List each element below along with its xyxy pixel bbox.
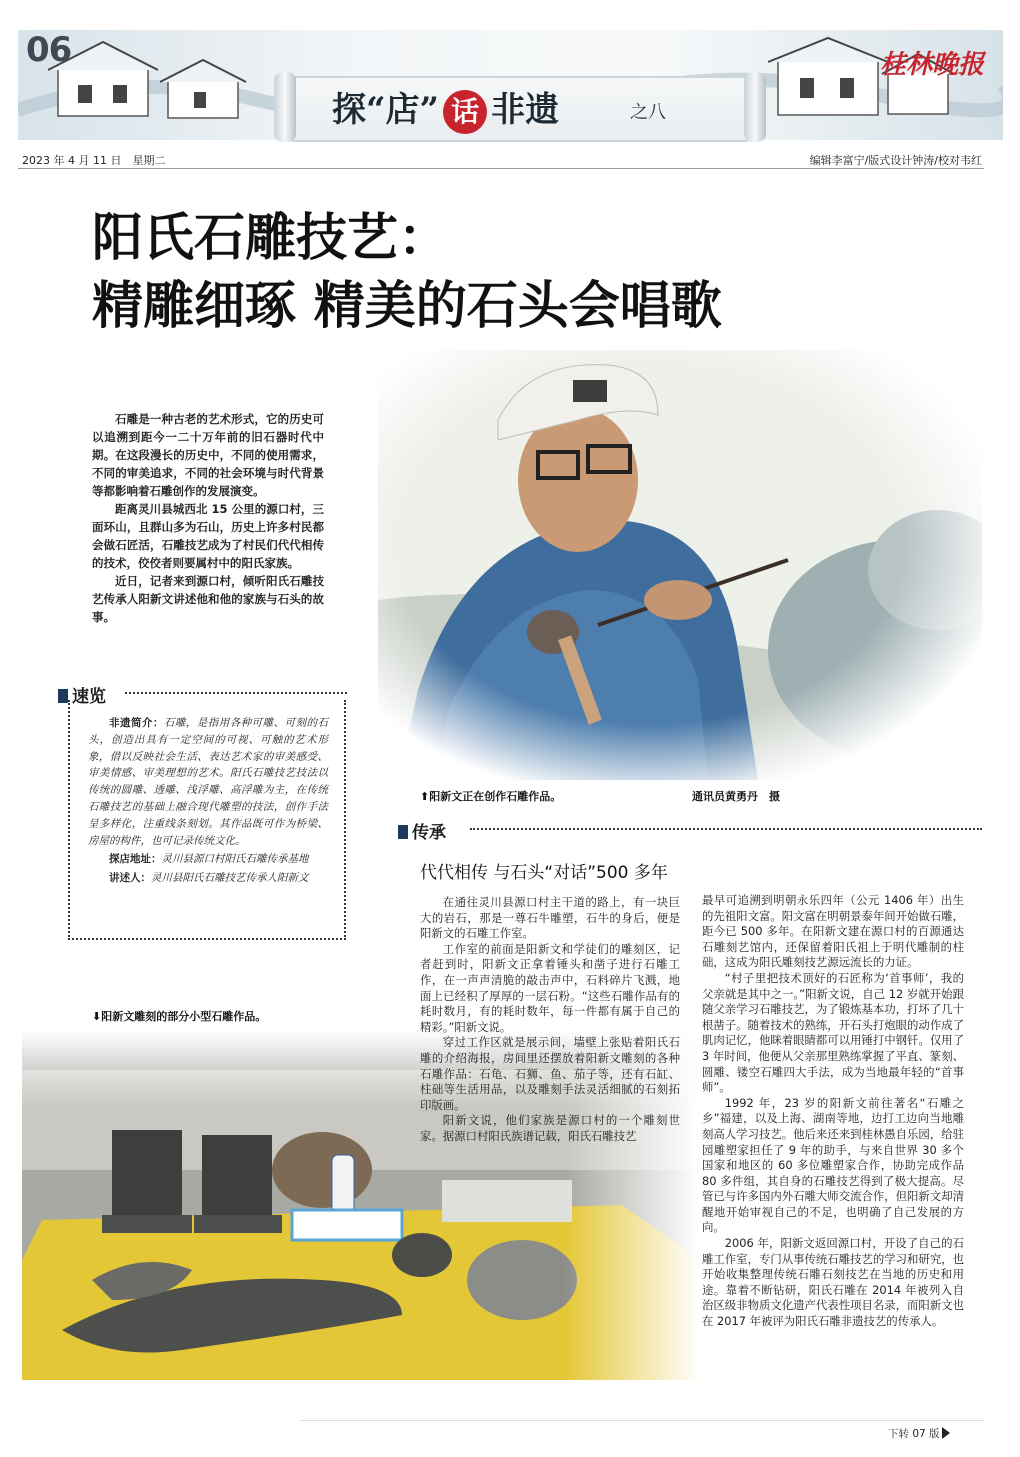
heritage-section-label: 传承 xyxy=(398,818,446,843)
column-subtitle: 之八 xyxy=(630,102,666,123)
article-column-1 xyxy=(420,895,680,1145)
intro-text xyxy=(92,410,324,626)
article-paragraph: 2006 年，阳新文返回源口村，开设了自己的石雕工作室，专门从事传统石雕技艺的学习和研究，也开始收集整理传统石雕石刻技艺在当地的历史和用途。靠着不断钻研，阳氏石雕在 2014 年被列入自治区级非物质文化遗产代表性项目名录，而阳新文也在 2017 年被评为阳氏石雕非遗技艺的传承人。 xyxy=(702,1236,964,1329)
continued-text: 下转 07 版 xyxy=(888,1428,940,1440)
article-paragraph: 1992 年，23 岁的阳新文前往著名“石雕之乡”福建，以及上海、湖南等地，边打工边向当地雕刻高人学习技艺。他后来还来到桂林愚自乐园，给驻园雕塑家担任了 9 年的助手，与来自世界 30 多个国家和地区的 60 多位雕塑家合作，协助完成作品 80 多件组，其自身的石雕技艺得到了极大提高。尽管已与许多国内外石雕大师交流合作，但阳新文却清醒地开始审视自己的不足，也明确了自己发展的方向。 xyxy=(702,1095,964,1235)
editor-credits: 编辑李富宁/版式设计钟涛/校对韦红 xyxy=(809,154,982,167)
scroll-roll-left xyxy=(274,72,296,142)
section-subheading: 代代相传 与石头“对话”500 多年 xyxy=(420,863,668,883)
intro-paragraph: 距离灵川县城西北 15 公里的源口村，三面环山，且群山多为石山，历史上许多村民都会做石匠活，石雕技艺成为了村民们代代相传的技术，佼佼者则要属村中的阳氏家族。 xyxy=(92,502,324,570)
main-headline xyxy=(92,205,722,341)
article-paragraph: 阳新文说，他们家族是源口村的一个雕刻世家。据源口村阳氏族谱记载，阳氏石雕技艺 xyxy=(420,1113,680,1143)
top-photo-caption: ⬆阳新文正在创作石雕作品。 xyxy=(420,790,562,803)
page-header xyxy=(0,0,1020,170)
triangle-right-icon xyxy=(942,1427,950,1439)
header-rule xyxy=(18,168,984,169)
column-title-part1: 探“店” xyxy=(332,90,440,130)
article-paragraph: 在通往灵川县源口村主干道的路上，有一块巨大的岩石，那是一尊石牛雕塑，石牛的身后，便是阳新文的石雕工作室。 xyxy=(420,895,680,941)
heritage-dotted-rule xyxy=(470,828,982,830)
column-title-seal: 话 xyxy=(443,90,487,134)
scroll-roll-right xyxy=(744,72,766,142)
quick-look-label: 速览 xyxy=(58,682,106,707)
visit-address-label: 探店地址： xyxy=(109,853,162,866)
newspaper-logo: 桂林晚报 xyxy=(880,50,985,80)
heritage-intro-text: 石雕，是指用各种可雕、可刻的石头，创造出具有一定空间的可视、可触的艺术形象，借以反映社会生活、表达艺术家的审美感受、审美情感、审美理想的艺术。阳氏石雕技艺技法以传统的圆雕、透雕、浅浮雕、高浮雕为主，在传统石雕技艺的基础上融合现代雕塑的技法，创作手法呈多样化，注重线条刻划。其作品既可作为桥梁、房屋的构件，也可记录传统文化。 xyxy=(88,717,329,847)
visit-address xyxy=(88,851,328,868)
article-paragraph: 最早可追溯到明朝永乐四年（公元 1406 年）出生的先祖阳文富。阳文富在明朝景泰年间开始做石雕，距今已 500 多年。在阳新文建在源口村的百源通达石雕刻艺馆内，还保留着阳氏祖上于明代雕制的柱础，这成为阳氏雕刻技艺源远流长的力证。 xyxy=(702,893,964,970)
article-paragraph: “村子里把技术顶好的石匠称为‘首事师’，我的父亲就是其中之一。”阳新文说，自己 12 岁就开始跟随父亲学习石雕技艺，为了锻炼基本功，打坏了几十根凿子。随着技术的熟练，开石头打炮眼的动作成了肌肉记忆，他眯着眼睛都可以用锤打中钢钎。仅用了 3 年时间，他便从父亲那里熟练掌握了平直、篆刻、圆雕、镂空石雕四大手法，成为当地最年轻的“首事师”。 xyxy=(702,970,964,1095)
article-paragraph: 工作室的前面是阳新文和学徒们的雕刻区，记者赶到时，阳新文正拿着锤头和凿子进行石雕工作，在一声声清脆的敲击声中，石料碎片飞溅，地面上已经积了厚厚的一层石粉。“这些石雕作品有的耗时数月，有的耗时数年，每一件都有属于自己的精彩。”阳新文说。 xyxy=(420,941,680,1034)
speaker-label: 讲述人： xyxy=(109,872,151,885)
speaker-text: 灵川县阳氏石雕技艺传承人阳新文 xyxy=(151,872,309,885)
article-column-2 xyxy=(702,893,964,1330)
issue-date: 2023 年 4 月 11 日 星期二 xyxy=(22,154,166,167)
quick-look-dotted-rule xyxy=(125,692,347,694)
page-number: 06 xyxy=(26,30,72,70)
bottom-photo-caption: ⬇阳新文雕刻的部分小型石雕作品。 xyxy=(92,1010,267,1023)
quick-look-text xyxy=(88,715,328,889)
heritage-intro-label: 非遗简介： xyxy=(109,717,164,729)
intro-paragraph: 石雕是一种古老的艺术形式，它的历史可以追溯到距今一二十万年前的旧石器时代中期。在这段漫长的历史中，不同的使用需求，不同的审美追求，不同的社会环境与时代背景等都影响着石雕创作的发展演变。 xyxy=(92,412,324,498)
footer-rule xyxy=(300,1420,984,1421)
heritage-intro xyxy=(88,715,328,849)
continued-on-page xyxy=(888,1426,950,1441)
speaker xyxy=(88,870,328,887)
headline-line-2: 精雕细琢 精美的石头会唱歌 xyxy=(92,277,722,336)
article-paragraph: 穿过工作区就是展示间，墙壁上张贴着阳氏石雕的介绍海报，房间里还摆放着阳新文雕刻的各种石雕作品：石龟、石狮、鱼、茄子等，还有石缸、柱础等生活用品，以及雕刻手法灵活细腻的石刻拓印版画。 xyxy=(420,1035,680,1112)
column-title-part2: 非遗 xyxy=(491,90,560,130)
headline-line-1: 阳氏石雕技艺： xyxy=(92,209,450,268)
artisan-photo xyxy=(378,350,982,780)
photo-credit: 通讯员黄勇丹 摄 xyxy=(692,790,780,803)
column-title-scroll xyxy=(270,68,770,150)
column-title xyxy=(332,82,559,134)
visit-address-text: 灵川县源口村阳氏石雕传承基地 xyxy=(161,853,309,866)
intro-paragraph: 近日，记者来到源口村，倾听阳氏石雕技艺传承人阳新文讲述他和他的家族与石头的故事。 xyxy=(92,574,324,624)
artisan-photo-illustration xyxy=(378,350,982,780)
